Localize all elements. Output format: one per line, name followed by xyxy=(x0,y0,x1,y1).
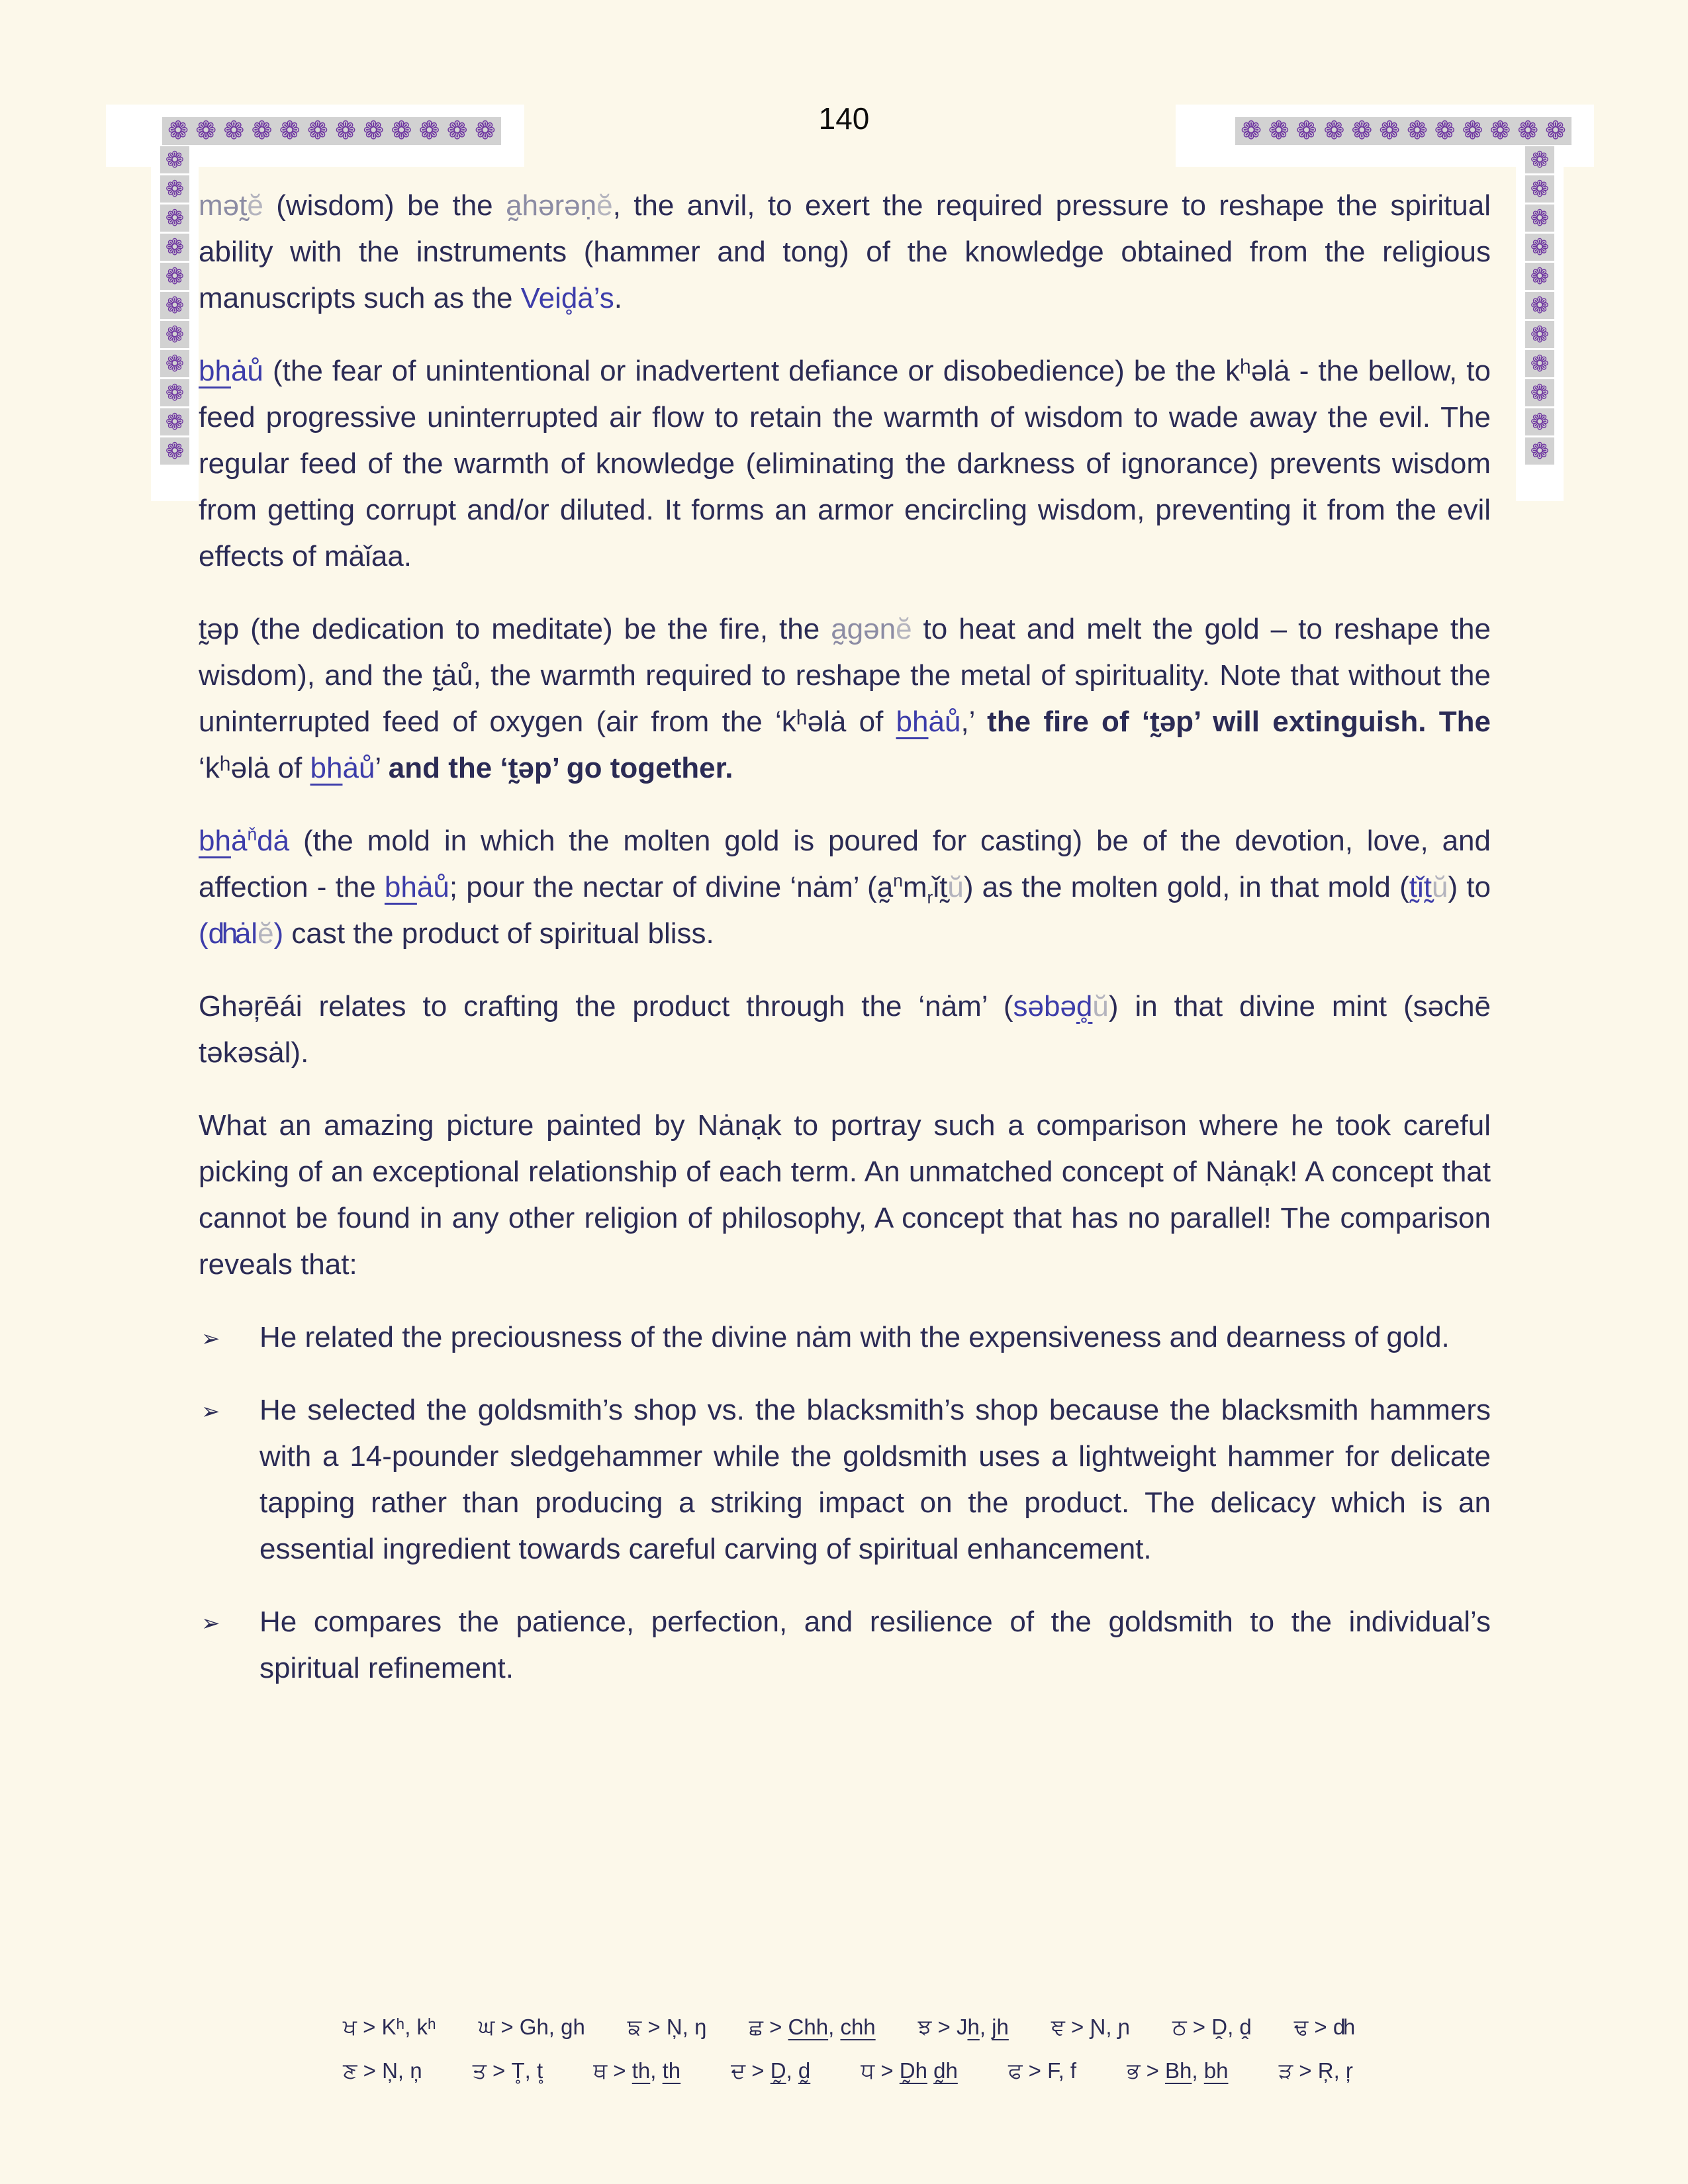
text-run: ਤ > T̥, t̥ xyxy=(472,2058,543,2083)
text-run: ȧ xyxy=(230,825,248,857)
flower-ornament-icon: ❁ xyxy=(1525,292,1554,319)
transliteration-item xyxy=(1127,2056,1228,2086)
ornament-strip-right xyxy=(1525,146,1554,465)
flower-ornament-icon: ❁ xyxy=(363,117,385,145)
text-run: ȧů xyxy=(416,871,449,903)
flower-ornament-icon: ❁ xyxy=(1525,350,1554,377)
bullet-text xyxy=(259,1321,1450,1353)
text-run: ਦ > xyxy=(731,2058,771,2083)
flower-ornament-icon: ❁ xyxy=(1406,117,1428,145)
text-run: ŭ xyxy=(947,871,964,903)
text-run: ਫ > F, f xyxy=(1008,2058,1077,2083)
paragraph-bhanda-mold xyxy=(199,818,1491,957)
text-run: ȧů xyxy=(342,752,375,784)
flower-ornament-icon: ❁ xyxy=(1323,117,1345,145)
text-run: ਢ > xyxy=(1293,2015,1333,2039)
text-run: ( xyxy=(199,917,209,950)
flower-ornament-icon: ❁ xyxy=(1545,117,1566,145)
text-run: a̰hərəṇ xyxy=(506,189,597,222)
text-run: ਥ > xyxy=(593,2058,632,2083)
flower-ornament-icon: ❁ xyxy=(446,117,468,145)
flower-ornament-icon: ❁ xyxy=(306,117,328,145)
page-number: 140 xyxy=(818,101,870,136)
transliteration-item xyxy=(1008,2056,1076,2086)
text-run: ) to xyxy=(1448,871,1491,903)
ornament-strip-top-left xyxy=(162,117,501,145)
bullet-item xyxy=(199,1387,1491,1572)
bullet-arrow-icon: ➢ xyxy=(201,1326,220,1351)
flower-ornament-icon: ❁ xyxy=(251,117,273,145)
text-run: ਖ > Kʰ, kʰ xyxy=(343,2015,436,2039)
transliteration-item xyxy=(343,2012,436,2042)
flower-ornament-icon: ❁ xyxy=(160,437,189,465)
flower-ornament-icon: ❁ xyxy=(1434,117,1456,145)
transliteration-item xyxy=(749,2012,875,2042)
text-run: He compares the patience, perfection, and resilience of the goldsmith to the individual’s spiritual refinement. xyxy=(259,1606,1491,1684)
text-run: , the anvil, to exert the required pressure to reshape the spiritual ability with the instruments (hammer and tong) of the knowledge obtained from the religious manuscripts such as the xyxy=(199,189,1491,314)
flower-ornament-icon: ❁ xyxy=(160,146,189,173)
flower-ornament-icon: ❁ xyxy=(1351,117,1373,145)
text-run: , xyxy=(650,2058,663,2083)
text-run: ਭ > xyxy=(1127,2058,1166,2083)
flower-ornament-icon: ❁ xyxy=(1525,408,1554,435)
transliteration-item xyxy=(1051,2012,1130,2042)
text-run: a̰gən xyxy=(831,613,896,645)
text-run: ੜ > Ŗ, ŗ xyxy=(1278,2058,1353,2083)
transliteration-item xyxy=(479,2012,585,2042)
flower-ornament-icon: ❁ xyxy=(391,117,412,145)
text-run: bh xyxy=(310,752,343,784)
transliteration-key xyxy=(343,2012,1353,2099)
text-run: ) xyxy=(273,917,284,950)
flower-ornament-icon: ❁ xyxy=(1525,321,1554,348)
flower-ornament-icon: ❁ xyxy=(1462,117,1483,145)
transliteration-item xyxy=(593,2056,680,2086)
flower-ornament-icon: ❁ xyxy=(160,350,189,377)
text-run: Ghəŗēái relates to crafting the product through the ‘nȧm’ ( xyxy=(199,990,1013,1023)
text-run: dȧ xyxy=(257,825,290,857)
flower-ornament-icon: ❁ xyxy=(1525,175,1554,203)
flower-ornament-icon: ❁ xyxy=(1525,437,1554,465)
flower-ornament-icon: ❁ xyxy=(335,117,356,145)
transliteration-item xyxy=(1279,2056,1353,2086)
text-run: ŭ xyxy=(1431,871,1448,903)
text-run: ਠ > Ḓ, ḓ xyxy=(1172,2015,1252,2039)
flower-ornament-icon: ❁ xyxy=(160,292,189,319)
paragraph-nanak-concept xyxy=(199,1103,1491,1288)
text-run: Veid̥ȧ’s xyxy=(520,282,614,314)
bullet-arrow-icon: ➢ xyxy=(201,1611,220,1636)
paragraph-bhau-bellow xyxy=(199,348,1491,580)
text-run: ‘kʰəlȧ of xyxy=(199,752,310,784)
transliteration-item xyxy=(343,2056,422,2086)
text-run: D̰h xyxy=(899,2058,927,2083)
transliteration-item xyxy=(918,2012,1009,2042)
ornament-strip-left xyxy=(160,146,189,465)
text-run: bh xyxy=(199,355,231,387)
text-run: m xyxy=(902,871,927,903)
flower-ornament-icon: ❁ xyxy=(160,175,189,203)
text-run: d̰ xyxy=(798,2058,811,2083)
text-run: dh xyxy=(208,917,235,950)
text-run: ’ xyxy=(375,752,389,784)
text-run: ਛ > xyxy=(749,2015,788,2039)
text-run xyxy=(927,2058,933,2083)
transliteration-item xyxy=(628,2012,707,2042)
flower-ornament-icon: ❁ xyxy=(1525,205,1554,232)
flower-ornament-icon: ❁ xyxy=(1241,117,1262,145)
text-run: jh xyxy=(992,2015,1009,2039)
text-run: ) in that divine mint (səchē təkəsȧl). xyxy=(199,990,1491,1069)
flower-ornament-icon: ❁ xyxy=(160,379,189,406)
flower-ornament-icon: ❁ xyxy=(1268,117,1289,145)
text-run: He selected the goldsmith’s shop vs. the blacksmith’s shop because the blacksmith hammers with a 14-pounder sledgehammer while the goldsmith uses a lightweight hammer for delicate tapping rather than producing a striking impact on the product. The delicacy which is an essential ingredient towards careful carving of spiritual enhancement. xyxy=(259,1394,1491,1565)
text-run: bh xyxy=(199,825,231,857)
text-run: ਞ > Ɲ, ɲ xyxy=(1051,2015,1131,2039)
text-run: to heat and melt the gold – to reshape the wisdom), and the t̰ȧů, the warmth required to reshape the metal of spirituality. Note that without the uninterrupted feed of oxygen (air from the ‘kʰəlȧ of xyxy=(199,613,1491,738)
text-run: , xyxy=(979,2015,992,2039)
text-run: d̰h xyxy=(933,2058,958,2083)
flower-ornament-icon: ❁ xyxy=(418,117,440,145)
text-run: . xyxy=(614,282,622,314)
flower-ornament-icon: ❁ xyxy=(167,117,189,145)
flower-ornament-icon: ❁ xyxy=(279,117,301,145)
text-run: ȧů xyxy=(230,355,263,387)
flower-ornament-icon: ❁ xyxy=(1379,117,1400,145)
text-run: He related the preciousness of the divine nȧm with the expensiveness and dearness of gold. xyxy=(259,1321,1450,1353)
bullet-text xyxy=(259,1606,1491,1684)
text-run: bh xyxy=(384,871,417,903)
text-run: , xyxy=(786,2058,798,2083)
transliteration-item xyxy=(1172,2012,1252,2042)
text-run: ) as the molten gold, in that mold ( xyxy=(963,871,1409,903)
flower-ornament-icon: ❁ xyxy=(160,263,189,290)
text-run: , xyxy=(1192,2058,1204,2083)
flower-ornament-icon: ❁ xyxy=(160,205,189,232)
transliteration-item xyxy=(861,2056,957,2086)
body-text xyxy=(199,183,1491,1718)
text-run: the fire of ‘t̰əp’ will extinguish. The xyxy=(987,705,1491,738)
text-run: cast the product of spiritual bliss. xyxy=(283,917,714,950)
text-run: n xyxy=(893,870,903,891)
ornament-strip-top-right xyxy=(1235,117,1571,145)
flower-ornament-icon: ❁ xyxy=(160,234,189,261)
flower-ornament-icon: ❁ xyxy=(1295,117,1317,145)
text-run: bh xyxy=(896,705,929,738)
text-run: What an amazing picture painted by Nȧnạk to portray such a comparison where he took careful picking of an exceptional relationship of each term. An unmatched concept of Nȧnạk! A concept that cannot be found in any other religion of philosophy, A concept that has no parallel! The comparison reveals that: xyxy=(199,1109,1491,1281)
text-run: ĕ xyxy=(258,917,274,950)
text-run: and the ‘t̰əp’ go together. xyxy=(388,752,733,784)
paragraph-tap-fire xyxy=(199,606,1491,792)
text-run: ਘ > Gh, gh xyxy=(478,2015,585,2039)
text-run: ĕ xyxy=(896,613,912,645)
transliteration-row-2 xyxy=(343,2056,1353,2086)
flower-ornament-icon: ❁ xyxy=(1525,379,1554,406)
text-run: th xyxy=(632,2058,651,2083)
bullet-text xyxy=(259,1394,1491,1565)
text-run: ਝ > J xyxy=(917,2015,968,2039)
text-run: Chh xyxy=(788,2015,829,2039)
flower-ornament-icon: ❁ xyxy=(1525,146,1554,173)
text-run: d̥ xyxy=(1076,990,1093,1023)
text-run: ਙ > Ņ, ŋ xyxy=(627,2015,707,2039)
text-run: ,’ xyxy=(961,705,988,738)
transliteration-row-1 xyxy=(343,2012,1353,2042)
flower-ornament-icon: ❁ xyxy=(223,117,245,145)
flower-ornament-icon: ❁ xyxy=(1525,234,1554,261)
text-run: (the fear of unintentional or inadvertent defiance or disobedience) be the kʰəlȧ - the bellow, to feed progressive uninterrupted air flow to retain the warmth of wisdom to wade away the evil. The regular feed of the warmth of knowledge (eliminating the darkness of ignorance) prevents wisdom from getting corrupt and/or diluted. It forms an armor encircling wisdom, preventing it from the evil effects of mȧǐaa. xyxy=(199,355,1491,572)
text-run: mət̰ xyxy=(199,189,248,222)
text-run: chh xyxy=(840,2015,876,2039)
text-run: ; pour the nectar of divine ‘nȧm’ (a̰ xyxy=(449,871,894,903)
text-run: t̰əp (the dedication to meditate) be the fire, the xyxy=(199,613,831,645)
text-run: ĕ xyxy=(596,189,613,222)
text-run: t̰ǐt̰ xyxy=(1409,871,1432,903)
bullet-item xyxy=(199,1314,1491,1361)
flower-ornament-icon: ❁ xyxy=(160,321,189,348)
text-run: səbə xyxy=(1013,990,1076,1023)
flower-ornament-icon: ❁ xyxy=(160,408,189,435)
flower-ornament-icon: ❁ xyxy=(1525,263,1554,290)
text-run: ȧů xyxy=(928,705,961,738)
bullet-item xyxy=(199,1599,1491,1692)
paragraph-mate-anvil xyxy=(199,183,1491,322)
text-run: ň xyxy=(247,824,258,844)
text-run: th xyxy=(662,2058,681,2083)
text-run: ਧ > xyxy=(861,2058,900,2083)
flower-ornament-icon: ❁ xyxy=(1489,117,1511,145)
text-run: dh xyxy=(1333,2015,1353,2039)
text-run: ਣ > Ņ, ņ xyxy=(343,2058,422,2083)
text-run: bh xyxy=(1203,2058,1229,2083)
text-run: ĕ xyxy=(247,189,263,222)
transliteration-item xyxy=(473,2056,543,2086)
flower-ornament-icon: ❁ xyxy=(195,117,217,145)
text-run: Bh xyxy=(1165,2058,1192,2083)
bullet-arrow-icon: ➢ xyxy=(201,1399,220,1424)
text-run: ȧl xyxy=(234,917,258,950)
text-run: ǐt̰ xyxy=(933,871,948,903)
text-run: h xyxy=(967,2015,980,2039)
text-run: ŭ xyxy=(1092,990,1109,1023)
flower-ornament-icon: ❁ xyxy=(474,117,496,145)
paragraph-ghareai-mint xyxy=(199,983,1491,1076)
text-run: r xyxy=(927,887,933,907)
text-run: , xyxy=(828,2015,841,2039)
flower-ornament-icon: ❁ xyxy=(1517,117,1539,145)
text-run: (wisdom) be the xyxy=(263,189,506,222)
text-run: D̰ xyxy=(770,2058,786,2083)
transliteration-item xyxy=(731,2056,810,2086)
text-run: (the mold in which the molten gold is poured for casting) be of the devotion, love, and affection - the xyxy=(199,825,1491,903)
transliteration-item xyxy=(1294,2012,1353,2042)
